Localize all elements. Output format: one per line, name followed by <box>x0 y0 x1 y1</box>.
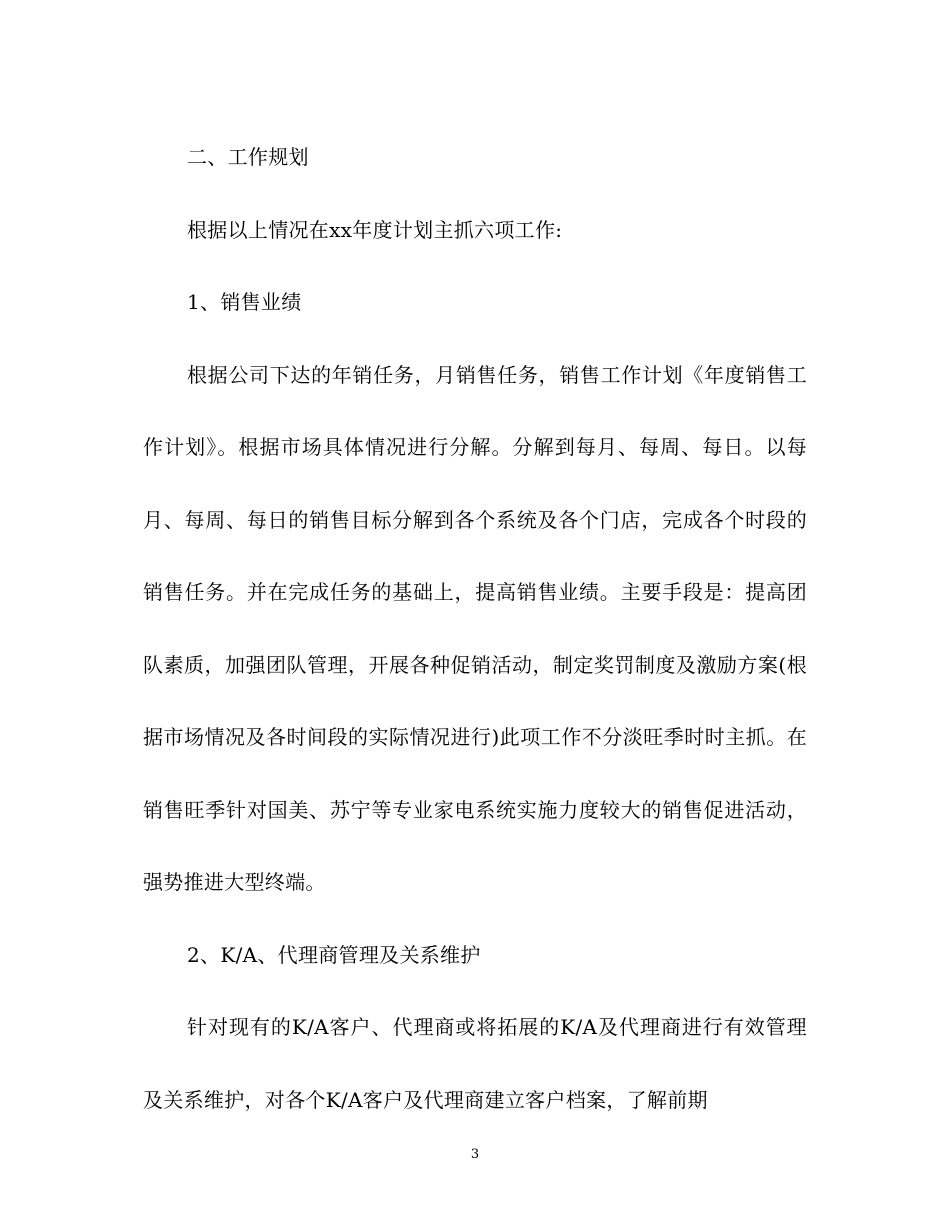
intro-paragraph: 根据以上情况在xx年度计划主抓六项工作: <box>187 217 563 242</box>
subheading-ka-agent-management: 2、K/A、代理商管理及关系维护 <box>187 942 481 967</box>
sales-performance-paragraph: 根据公司下达的年销任务，月销售任务，销售工作计划《年度销售工作计划》。根据市场具体情况进行分解。分解到每月、每周、每日。以每月、每周、每日的销售目标分解到各个系统及各个门店，完成各个时段的销售任务。并在完成任务的基础上，提高销售业绩。主要手段是：提高团队素质，加强团队管理，开展各种促销活动，制定奖罚制度及激励方案(根据市场情况及各时间段的实际情况进行)此项工作不分淡旺季时时主抓。在销售旺季针对国美、苏宁等专业家电系统实施力度较大的销售促进活动，强势推进大型终端。 <box>143 362 807 894</box>
ka-agent-management-paragraph: 针对现有的K/A客户、代理商或将拓展的K/A及代理商进行有效管理及关系维护，对各个K/A客户及代理商建立客户档案，了解前期 <box>143 1015 807 1112</box>
document-body <box>143 121 807 1136</box>
page-number: 3 <box>470 1147 480 1162</box>
subheading-sales-performance: 1、销售业绩 <box>187 290 302 314</box>
section-heading-work-plan: 二、工作规划 <box>187 145 309 169</box>
